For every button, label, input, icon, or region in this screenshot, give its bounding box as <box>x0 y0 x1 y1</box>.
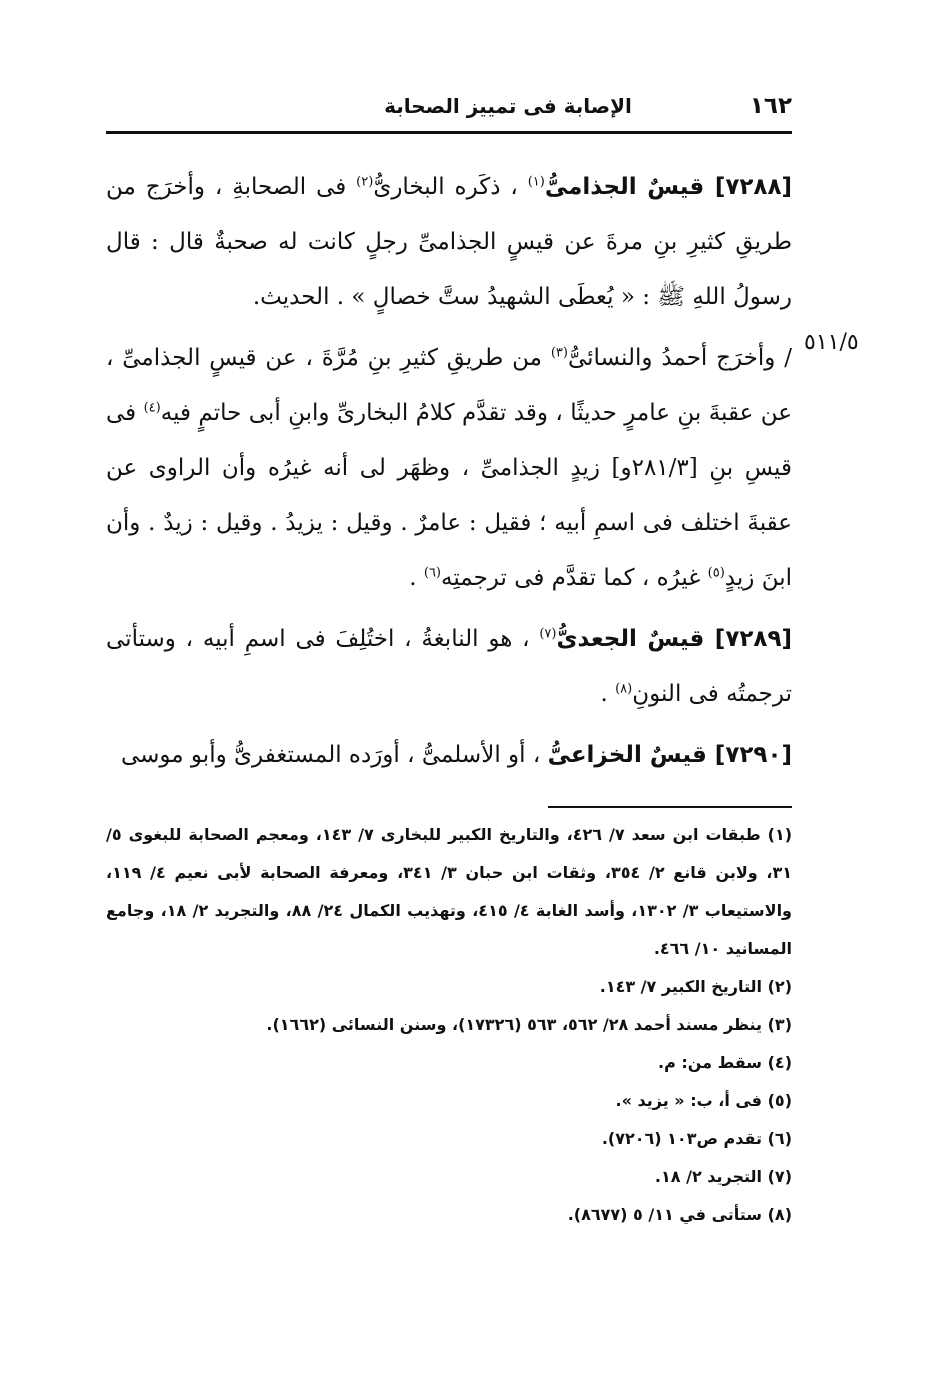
footnote-marker: (٦) <box>423 565 441 581</box>
footnote-rule <box>548 806 792 808</box>
entry-text: . <box>409 565 424 591</box>
footnote: (٤) سقط من: م. <box>658 1053 792 1072</box>
footnote: (٦) تقدم ص١٠٣ (٧٢٠٦). <box>601 1129 792 1148</box>
entry-text: فى قيسِ بنِ [٢٨١/٣و] زيدٍ الجذامىِّ ، وظهَر لى أنه غيرُه وأن الراوى عن عقبةَ اختلف فى اسمِ أبيه ؛ فقيل : عامرٌ . وقيل : يزيدُ . وقيل : زيدٌ . وأن ابنَ زيدٍ <box>106 400 792 591</box>
entry-text: من طريقِ كثيرِ بنِ مُرَّةَ ، عن قيسٍ الجذامىِّ ، عن عقبةَ بنِ عامرٍ حديثًا ، وقد تقدَّم كلامُ البخارىِّ وابنِ أبى حاتمٍ فيه <box>106 345 792 426</box>
main-text <box>106 160 792 789</box>
entry-text: فى الصحابةِ ، وأخرَج من طريقِ كثيرِ بنِ مرةَ عن قيسٍ الجذامىِّ رجلٍ كانت له صحبةٌ قال : قال رسولُ اللهِ ﷺ : « يُعطَى الشهيدُ ستَّ خصالٍ » . الحديث. <box>106 174 792 310</box>
entry-text: ، هو النابغةُ ، اختُلِفَ فى اسمِ أبيه ، وستأتى ترجمتُه فى النونِ <box>106 626 792 707</box>
entry-text: غيرُه ، كما تقدَّم فى ترجمتِه <box>441 565 708 591</box>
footnote-marker: (٧) <box>539 626 557 642</box>
footnote: (٥) فى أ، ب: « يزيد ». <box>615 1091 792 1110</box>
entry-7289 <box>106 612 792 722</box>
entry-heading: [٧٢٨٩] قيسٌ الجعدىُّ <box>556 626 792 652</box>
entry-heading: [٧٢٨٨] قيسٌ الجذامىُّ <box>544 174 793 200</box>
footnote-marker: (٣) <box>550 345 568 361</box>
entry-text: ، أو الأسلمىُّ ، أورَده المستغفرىُّ وأبو موسى <box>120 742 548 768</box>
footnote: (٢) التاريخ الكبير ٧/ ١٤٣. <box>599 977 792 996</box>
footnote: (٨) ستأتى في ١١/ ٥ (٨٦٧٧). <box>567 1205 792 1224</box>
footnote-marker: (٨) <box>615 681 633 697</box>
footnote-marker: (٢) <box>356 174 374 190</box>
entry-text: . <box>600 681 616 707</box>
entry-7288 <box>106 160 792 325</box>
running-header <box>106 84 792 128</box>
entry-7290 <box>106 728 792 783</box>
entry-continuation <box>106 331 792 606</box>
entry-heading: [٧٢٩٠] قيسٌ الخزاعىُّ <box>547 742 792 768</box>
footnote-marker: (١) <box>527 174 545 190</box>
book-title: الإصابة فى تمييز الصحابة <box>384 94 632 118</box>
footnote-marker: (٤) <box>143 400 161 416</box>
page-number: ١٦٢ <box>749 93 792 119</box>
entry-text: / وأخرَج أحمدُ والنسائىُّ <box>567 345 792 371</box>
footnote: (٣) ينظر مسند أحمد ٢٨/ ٥٦٢، ٥٦٣ (١٧٣٢٦)، وسنن النسائى (١٦٦٢). <box>266 1015 792 1034</box>
footnote: (١) طبقات ابن سعد ٧/ ٤٢٦، والتاريخ الكبير للبخارى ٧/ ١٤٣، ومعجم الصحابة للبغوى ٥/ ٣١، ولابن قانع ٢/ ٣٥٤، وثقات ابن حبان ٣/ ٣٤١، ومعرفة الصحابة لأبى نعيم ٤/ ١١٩، والاستيعاب ٣/ ١٣٠٢، وأسد الغابة ٤/ ٤١٥، وتهذيب الكمال ٢٤/ ٨٨، والتجريد ٢/ ١٨، وجامع المسانيد ١٠/ ٤٦٦. <box>106 825 793 958</box>
margin-reference: ٥١١/٥ <box>804 330 859 355</box>
header-rule <box>106 131 792 134</box>
entry-text: ، ذكَره البخارىُّ <box>373 174 528 200</box>
footnote: (٧) التجريد ٢/ ١٨. <box>654 1167 792 1186</box>
footnote-marker: (٥) <box>707 565 725 581</box>
footnotes <box>106 816 792 1234</box>
